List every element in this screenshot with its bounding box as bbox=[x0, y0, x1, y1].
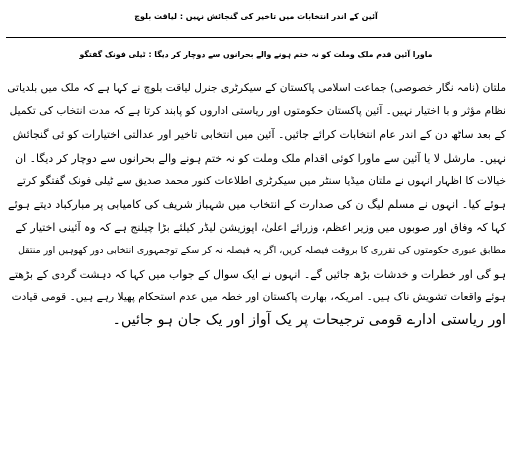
divider-rule bbox=[6, 37, 506, 38]
body-line: کے بعد ساٹھ دن کے اندر عام انتخابات کرائے جائیں۔ آئین میں انتخابی تاخیر اور عدالتی اختیارات کو ئی گنجائش bbox=[12, 128, 506, 142]
body-line: مطابق عبوری حکومتوں کی تقرری کا بروقت فیصلہ کریں، اگر یہ فیصلہ نہ کر سکے توجمہوری انتخابی دور کھوہیں اور منتقل bbox=[18, 245, 506, 257]
body-line: نظام مؤثر و با اختیار نہیں۔ آئین پاکستان حکومتوں اور ریاستی اداروں کو پابند کرتا ہے کہ مدت انتخاب کی تکمیل bbox=[9, 105, 506, 118]
body-line: ہوئے کیا۔ انہوں نے مسلم لیگ ن کی صدارت کے انتخاب میں شہباز شریف کی کامیابی پر مبارکباد دیتے ہوئے bbox=[8, 198, 506, 212]
newspaper-clipping bbox=[4, 0, 508, 471]
headline: آئین کے اندر انتخابات میں تاخیر کی گنجائش نہیں : لیاقت بلوچ bbox=[134, 12, 378, 21]
body-line: نہیں۔ مارشل لا یا آئین سے ماورا کوئی اقدام ملک وملت کو نہ ختم ہونے والے بحرانوں سے دوچار کر دیگا۔ ان bbox=[15, 151, 506, 165]
article-body bbox=[4, 77, 508, 332]
body-line: ہو گی اور خطرات و خدشات بڑھ جائیں گے۔ انہوں نے ایک سوال کے جواب میں کہا کہ دہشت گردی کے بڑھتے bbox=[8, 267, 506, 281]
subheadline: ماورا آئین قدم ملک وملت کو نہ ختم ہونے والے بحرانوں سے دوچار کر دیگا : ٹیلی فونک گفتگو bbox=[79, 50, 433, 59]
body-line: ملتان (نامہ نگار خصوصی) جماعت اسلامی پاکستان کے سیکرٹری جنرل لیاقت بلوچ نے کہا ہے کہ ملک میں بلدیاتی bbox=[7, 82, 506, 94]
body-line: اور ریاستی ادارے قومی ترجیحات پر یک آواز اور یک جان ہو جائیں۔ bbox=[112, 312, 506, 329]
body-line: خیالات کا اظہار انہوں نے ملتان میڈیا سنٹر میں سیکرٹری اطلاعات کنور محمد صدیق سے ٹیلی فونک گفتگو کرتے bbox=[16, 174, 506, 187]
body-line: کہا کہ وفاق اور صوبوں میں وزیر اعظم، وزرائے اعلیٰ، اپوزیشن لیڈر کیلئے بڑا چیلنج ہے کہ وہ آئینی اختیار کے bbox=[15, 221, 506, 235]
body-line: ہوئے واقعات تشویش ناک ہیں۔ امریکہ، بھارت پاکستان اور خطہ میں عدم استحکام پھیلا رہے ہیں۔ قومی قیادت bbox=[11, 290, 506, 303]
